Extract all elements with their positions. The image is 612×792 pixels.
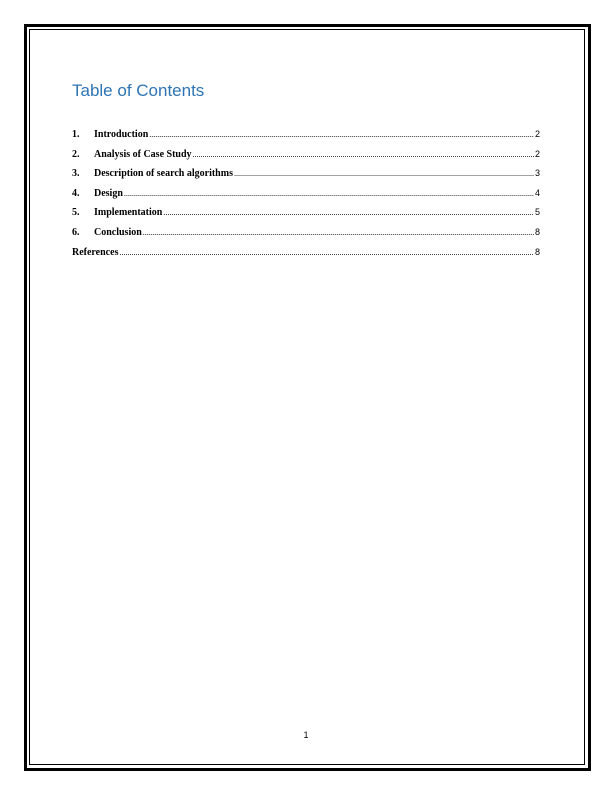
toc-entry-number: 3.: [72, 168, 80, 180]
toc-entry[interactable]: [72, 145, 540, 165]
toc-entry-label: Design: [94, 187, 123, 199]
table-of-contents: [72, 125, 540, 262]
toc-entry-page: 8: [534, 226, 540, 237]
toc-dot-leader: [163, 203, 534, 223]
toc-entry-page: 2: [534, 129, 540, 139]
toc-entry-number: 2.: [72, 148, 80, 160]
toc-dot-leader: [119, 243, 534, 263]
toc-entry-references[interactable]: [72, 243, 540, 263]
toc-entry-page: 3: [534, 168, 540, 179]
toc-entry-label: References: [72, 246, 119, 258]
toc-entry-number: 4.: [72, 187, 80, 199]
toc-dot-leader: [124, 184, 534, 204]
toc-entry-page: 5: [534, 207, 540, 218]
page-number: 1: [303, 730, 309, 740]
toc-entry-page: 2: [534, 148, 540, 159]
toc-heading: Table of Contents: [72, 81, 205, 100]
toc-entry[interactable]: [72, 125, 540, 145]
toc-entry[interactable]: [72, 184, 540, 204]
toc-entry[interactable]: [72, 164, 540, 184]
toc-dot-leader: [149, 125, 534, 145]
toc-dot-leader: [234, 164, 534, 184]
toc-entry-label: Analysis of Case Study: [94, 148, 192, 160]
toc-entry-label: Implementation: [94, 207, 163, 219]
toc-entry-number: 6.: [72, 226, 80, 238]
toc-entry-label: Introduction: [94, 129, 149, 140]
toc-entry-page: 4: [534, 187, 540, 198]
toc-entry[interactable]: [72, 223, 540, 243]
toc-dot-leader: [143, 223, 534, 243]
toc-entry-label: Description of search algorithms: [94, 168, 233, 180]
toc-entry[interactable]: [72, 203, 540, 223]
toc-dot-leader: [193, 145, 534, 165]
toc-entry-page: 8: [534, 246, 540, 257]
toc-entry-number: 1.: [72, 129, 80, 140]
toc-entry-label: Conclusion: [94, 226, 142, 238]
toc-entry-number: 5.: [72, 207, 80, 219]
